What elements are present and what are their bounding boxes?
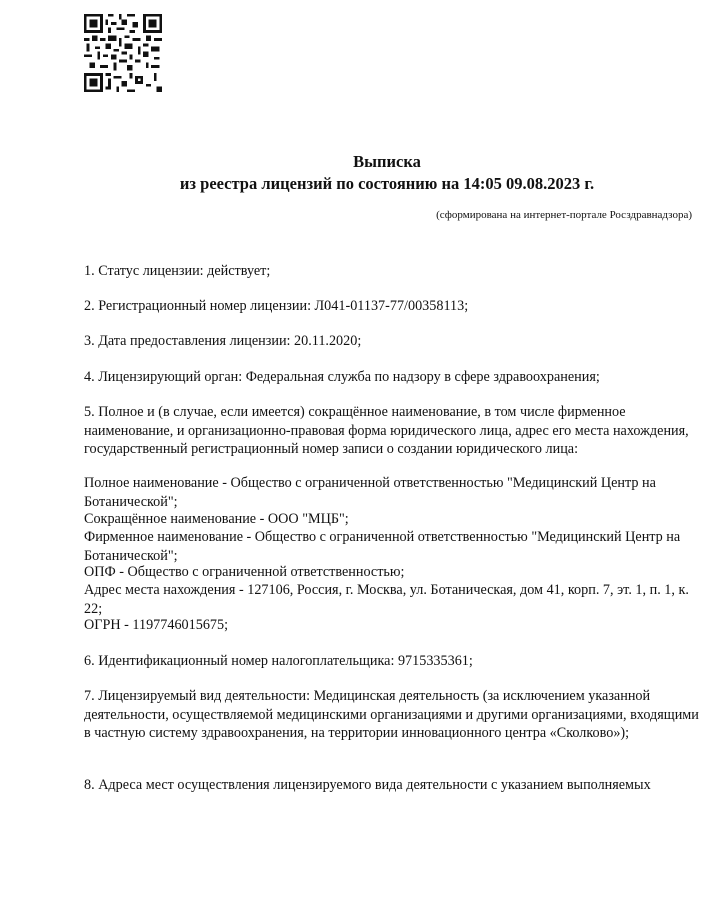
inn: 6. Идентификационный номер налогоплательщика: 9715335361;: [84, 653, 473, 669]
activity-addresses: 8. Адреса мест осуществления лицензируемого вида деятельности с указанием выполняемых: [84, 777, 651, 793]
qr-code-icon: [84, 14, 162, 92]
full-name: Полное наименование - Общество с ограниченной ответственностью "Медицинский Центр на Ботанической";: [84, 475, 656, 510]
portal-note: (сформирована на интернет-портале Росздравнадзора): [436, 209, 692, 221]
firm-name: Фирменное наименование - Общество с ограниченной ответственностью "Медицинский Центр на Ботанической";: [84, 529, 681, 564]
item5-heading: 5. Полное и (в случае, если имеется) сокращённое наименование, в том числе фирменное наименование, и организационно-правовая форма юридического лица, адрес его места нахождения, государственный регистрационный номер записи о создании юридического лица:: [84, 404, 689, 457]
ogrn: ОГРН - 1197746015675;: [84, 617, 229, 633]
licensing-authority: 4. Лицензирующий орган: Федеральная служба по надзору в сфере здравоохранения;: [84, 369, 600, 385]
license-date: 3. Дата предоставления лицензии: 20.11.2020;: [84, 333, 362, 349]
short-name: Сокращённое наименование - ООО "МЦБ";: [84, 511, 349, 527]
document-subtitle: из реестра лицензий по состоянию на 14:05 09.08.2023 г.: [179, 174, 595, 193]
licensed-activity: 7. Лицензируемый вид деятельности: Медицинская деятельность (за исключением указанной деятельности, осуществляемой медицинскими организациями и другими организациями, входящими в частную систему здравоохранения, на территории инновационного центра «Сколково»);: [84, 688, 699, 741]
opf: ОПФ - Общество с ограниченной ответственностью;: [84, 564, 405, 580]
document-title: Выписка: [353, 152, 421, 171]
license-status: 1. Статус лицензии: действует;: [84, 263, 271, 279]
address: Адрес места нахождения - 127106, Россия, г. Москва, ул. Ботаническая, дом 41, корп. 7, эт. 1, п. 1, к. 22;: [84, 582, 689, 617]
license-reg-number: 2. Регистрационный номер лицензии: Л041-01137-77/00358113;: [84, 298, 469, 314]
